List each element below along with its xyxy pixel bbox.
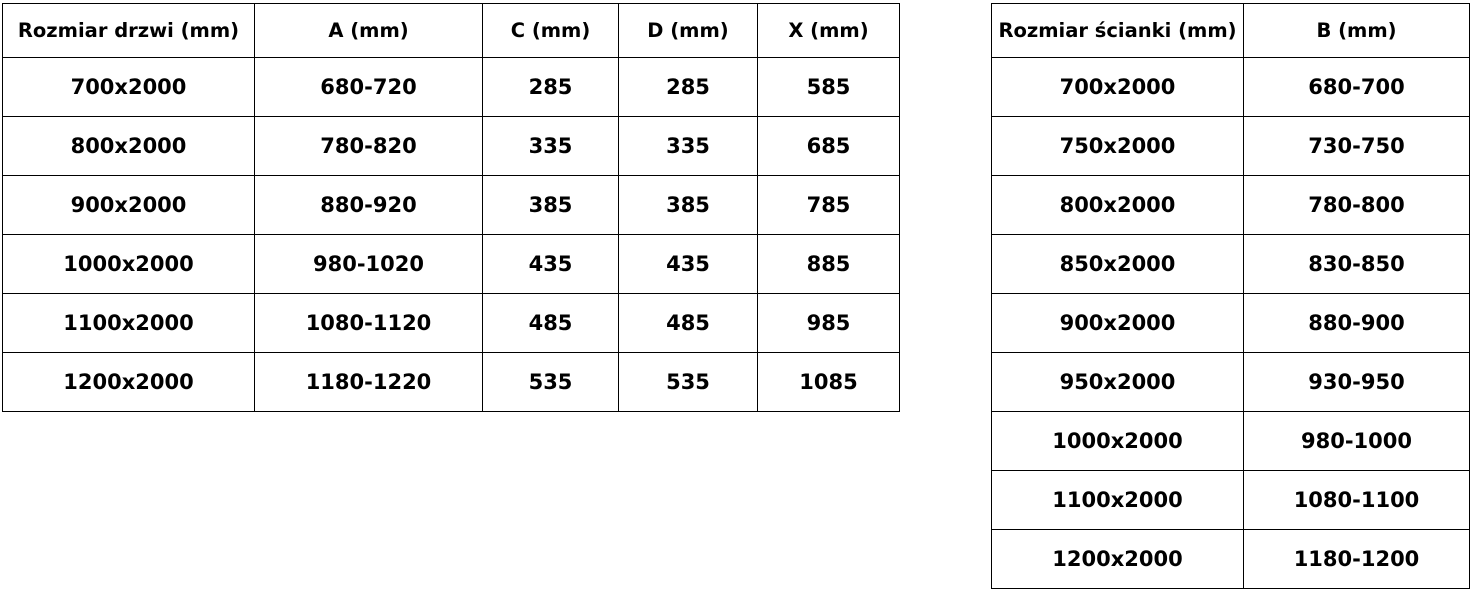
- cell-c: 535: [483, 353, 619, 412]
- table-row: [992, 471, 1470, 530]
- cell-x: 985: [758, 294, 900, 353]
- table-row: [3, 235, 900, 294]
- cell-a: 680-720: [255, 58, 483, 117]
- cell-wall-size: 1200x2000: [992, 530, 1244, 589]
- cell-d: 285: [619, 58, 758, 117]
- cell-wall-size: 850x2000: [992, 235, 1244, 294]
- cell-a: 1180-1220: [255, 353, 483, 412]
- cell-door-size: 1200x2000: [3, 353, 255, 412]
- cell-wall-size: 950x2000: [992, 353, 1244, 412]
- cell-d: 485: [619, 294, 758, 353]
- cell-d: 535: [619, 353, 758, 412]
- cell-wall-size: 700x2000: [992, 58, 1244, 117]
- table-row: [3, 58, 900, 117]
- cell-b: 1180-1200: [1244, 530, 1470, 589]
- cell-c: 335: [483, 117, 619, 176]
- cell-b: 680-700: [1244, 58, 1470, 117]
- cell-wall-size: 1100x2000: [992, 471, 1244, 530]
- table-row: [992, 353, 1470, 412]
- cell-wall-size: 750x2000: [992, 117, 1244, 176]
- column-header-door-size: Rozmiar drzwi (mm): [3, 4, 255, 58]
- cell-door-size: 1100x2000: [3, 294, 255, 353]
- cell-c: 485: [483, 294, 619, 353]
- cell-b: 880-900: [1244, 294, 1470, 353]
- table-row: [3, 353, 900, 412]
- table-row: [992, 294, 1470, 353]
- cell-a: 880-920: [255, 176, 483, 235]
- table-row: [992, 235, 1470, 294]
- column-header-wall-size: Rozmiar ścianki (mm): [992, 4, 1244, 58]
- cell-a: 980-1020: [255, 235, 483, 294]
- table-row: [992, 117, 1470, 176]
- cell-b: 1080-1100: [1244, 471, 1470, 530]
- cell-b: 780-800: [1244, 176, 1470, 235]
- table-row: [992, 530, 1470, 589]
- cell-c: 385: [483, 176, 619, 235]
- table-row: [3, 294, 900, 353]
- table-header-row: [3, 4, 900, 58]
- cell-b: 930-950: [1244, 353, 1470, 412]
- table-row: [992, 412, 1470, 471]
- cell-a: 780-820: [255, 117, 483, 176]
- cell-door-size: 1000x2000: [3, 235, 255, 294]
- cell-x: 785: [758, 176, 900, 235]
- table-row: [992, 58, 1470, 117]
- cell-c: 285: [483, 58, 619, 117]
- cell-d: 435: [619, 235, 758, 294]
- cell-door-size: 800x2000: [3, 117, 255, 176]
- cell-b: 730-750: [1244, 117, 1470, 176]
- cell-x: 685: [758, 117, 900, 176]
- column-header-a: A (mm): [255, 4, 483, 58]
- column-header-x: X (mm): [758, 4, 900, 58]
- column-header-d: D (mm): [619, 4, 758, 58]
- cell-door-size: 900x2000: [3, 176, 255, 235]
- cell-x: 1085: [758, 353, 900, 412]
- cell-b: 830-850: [1244, 235, 1470, 294]
- wall-size-table: [991, 3, 1470, 589]
- cell-a: 1080-1120: [255, 294, 483, 353]
- door-size-table: [2, 3, 900, 412]
- cell-c: 435: [483, 235, 619, 294]
- cell-d: 335: [619, 117, 758, 176]
- column-header-c: C (mm): [483, 4, 619, 58]
- cell-x: 885: [758, 235, 900, 294]
- cell-wall-size: 1000x2000: [992, 412, 1244, 471]
- cell-wall-size: 800x2000: [992, 176, 1244, 235]
- table-row: [3, 176, 900, 235]
- cell-d: 385: [619, 176, 758, 235]
- cell-wall-size: 900x2000: [992, 294, 1244, 353]
- cell-b: 980-1000: [1244, 412, 1470, 471]
- column-header-b: B (mm): [1244, 4, 1470, 58]
- cell-door-size: 700x2000: [3, 58, 255, 117]
- table-header-row: [992, 4, 1470, 58]
- table-row: [992, 176, 1470, 235]
- cell-x: 585: [758, 58, 900, 117]
- table-row: [3, 117, 900, 176]
